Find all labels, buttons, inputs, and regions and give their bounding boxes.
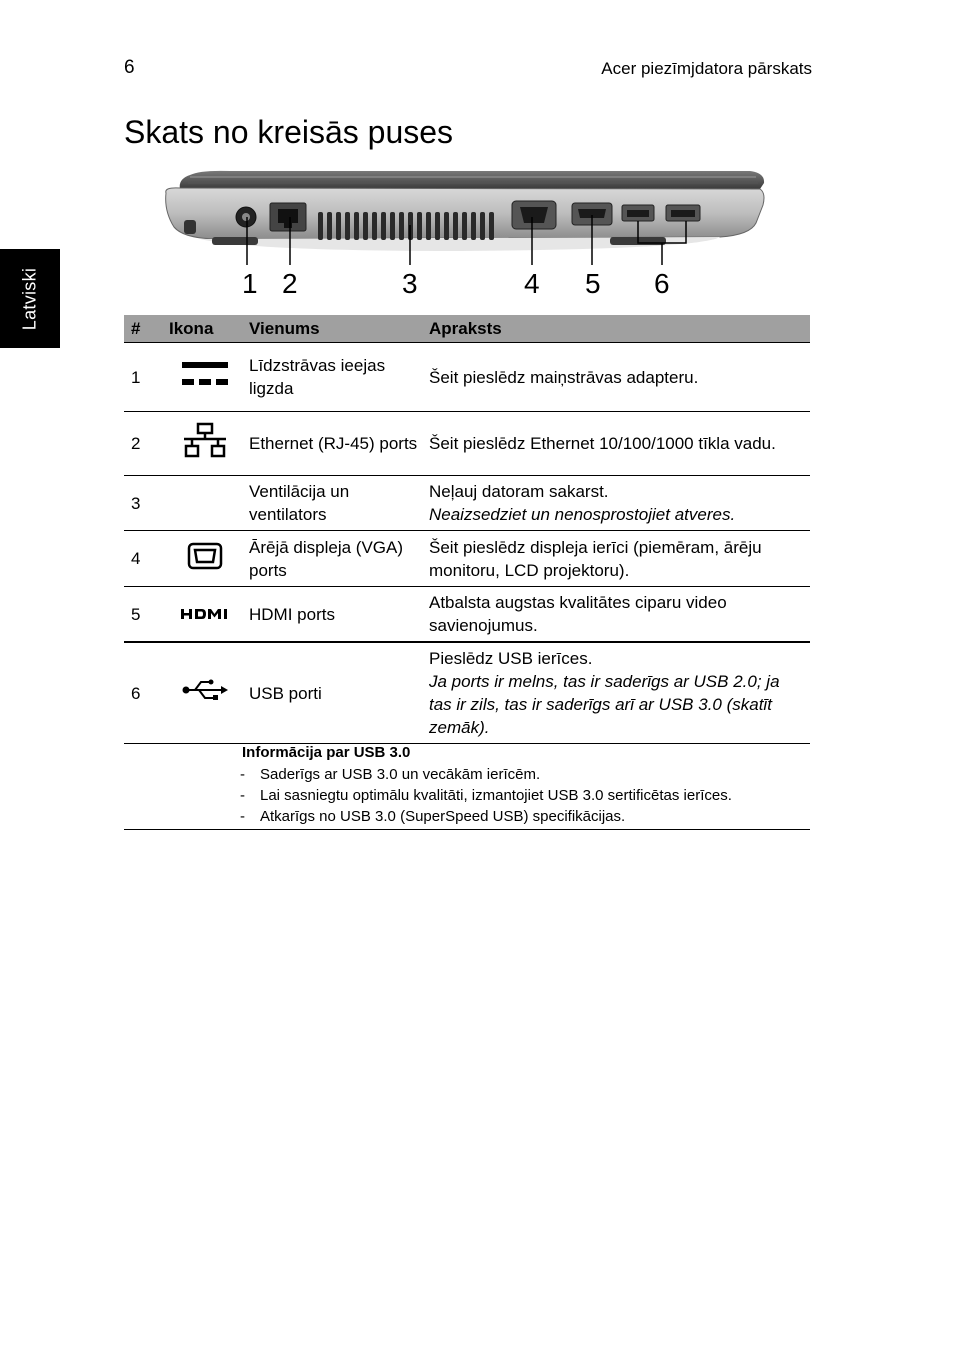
list-item: - Saderīgs ar USB 3.0 un vecākām ierīcēm. [260, 764, 732, 785]
callout-4: 4 [524, 268, 540, 299]
row-num: 6 [124, 642, 165, 744]
page-number: 6 [124, 57, 135, 78]
page-title: Skats no kreisās puses [124, 114, 454, 150]
table-row [124, 412, 810, 476]
table-row [124, 531, 810, 587]
header-num: # [124, 315, 165, 343]
callout-5: 5 [585, 268, 601, 299]
row-desc: Pieslēdz USB ierīces. [429, 649, 593, 668]
row-desc: Šeit pieslēdz maiņstrāvas adapteru. [425, 343, 810, 412]
vga-display-icon [187, 542, 223, 570]
usb3-info-title: Informācija par USB 3.0 [242, 744, 411, 761]
table-row [124, 343, 810, 412]
row-num: 4 [124, 531, 165, 587]
callout-1: 1 [242, 268, 258, 299]
row-desc: Šeit pieslēdz Ethernet 10/100/1000 tīkla vadu. [425, 412, 810, 476]
language-tab [0, 249, 60, 348]
row-desc: Neļauj datoram sakarst. [429, 482, 609, 501]
row-desc: Atbalsta augstas kvalitātes ciparu video savienojumus. [425, 587, 810, 643]
header-item: Vienums [245, 315, 425, 343]
row-desc-note: Neaizsedziet un nenosprostojiet atveres. [429, 505, 736, 524]
callout-3: 3 [402, 268, 418, 299]
ports-table [124, 315, 810, 744]
row-num: 2 [124, 412, 165, 476]
running-header: Acer piezīmjdatora pārskats [601, 59, 812, 78]
callout-2: 2 [282, 268, 298, 299]
table-header-row [124, 315, 810, 343]
header-desc: Apraksts [425, 315, 810, 343]
row-desc-note: Ja ports ir melns, tas ir saderīgs ar USB 2.0; ja tas ir zils, tas ir saderīgs arī ar USB 3.0 (skatīt zemāk). [429, 672, 780, 737]
header-icon: Ikona [165, 315, 245, 343]
row-item: USB porti [245, 642, 425, 744]
row-item: Ventilācija un ventilators [245, 476, 425, 531]
row-num: 5 [124, 587, 165, 643]
usb-icon [181, 678, 229, 702]
row-item: Līdzstrāvas ieejas ligzda [245, 343, 425, 412]
callout-6: 6 [654, 268, 670, 299]
table-row [124, 476, 810, 531]
table-row [124, 587, 810, 643]
usb3-info-list [260, 764, 732, 827]
hdmi-icon [180, 608, 230, 620]
row-item: Ārējā displeja (VGA) ports [245, 531, 425, 587]
list-item: - Atkarīgs no USB 3.0 (SuperSpeed USB) specifikācijas. [260, 806, 732, 827]
row-item: HDMI ports [245, 587, 425, 643]
row-num: 3 [124, 476, 165, 531]
dc-power-icon [181, 359, 229, 389]
ethernet-icon [182, 422, 228, 460]
list-item: - Lai sasniegtu optimālu kvalitāti, izmantojiet USB 3.0 sertificētas ierīces. [260, 785, 732, 806]
usb3-info-note [124, 743, 810, 830]
row-desc: Šeit pieslēdz displeja ierīci (piemēram, ārēju monitoru, LCD projektoru). [425, 531, 810, 587]
row-item: Ethernet (RJ-45) ports [245, 412, 425, 476]
row-num: 1 [124, 343, 165, 412]
language-tab-label: Latviski [19, 267, 40, 330]
table-row [124, 642, 810, 744]
